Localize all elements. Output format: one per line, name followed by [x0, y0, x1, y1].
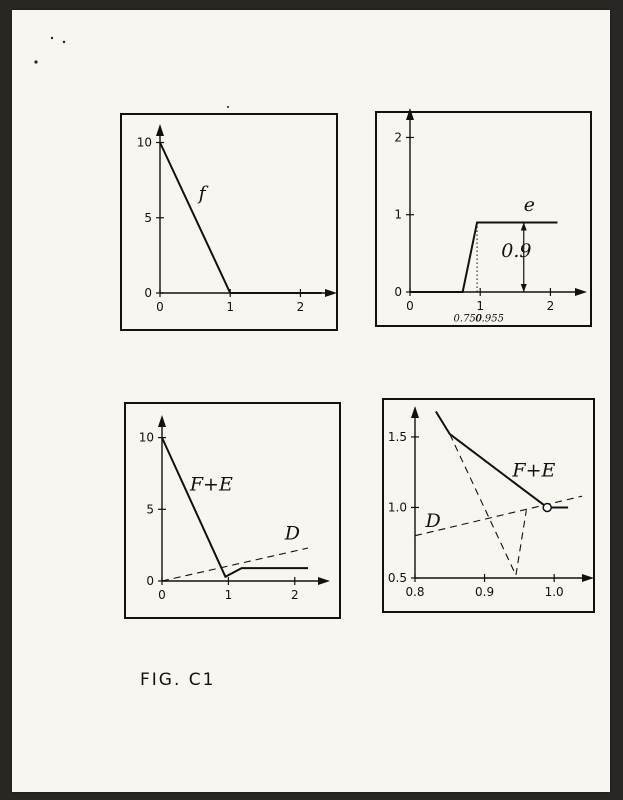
y-tick-label: 5: [146, 502, 154, 517]
x-tick-label: 0: [156, 300, 164, 314]
series-f-e: [162, 438, 308, 577]
y-tick-label: 10: [138, 430, 154, 445]
axes: [156, 124, 337, 297]
annotation-label: D: [284, 522, 301, 545]
y-tick-label: 0: [146, 574, 154, 588]
x-tick-label: 1: [226, 300, 235, 314]
x-tick-label: 0.8: [405, 585, 425, 599]
annotation-label: D: [425, 510, 441, 533]
y-tick-label: 1: [394, 207, 402, 222]
x-tick-label: 2: [546, 299, 555, 313]
annotation-label: F+E: [189, 473, 233, 496]
chart-FE: [139, 415, 330, 602]
y-tick-label: 2: [394, 130, 402, 145]
paper-specks: [34, 37, 229, 108]
x-tick-label: 2: [296, 300, 305, 314]
axes: [406, 108, 587, 296]
chart-zoom: [388, 406, 594, 599]
x-tick-label: 0: [406, 299, 414, 313]
y-tick-label: 10: [136, 135, 152, 150]
y-axis-arrow: [156, 124, 164, 136]
x-axis-arrow: [582, 574, 594, 582]
series-d: [162, 548, 308, 581]
axes: [411, 406, 594, 582]
y-tick-label: 0: [394, 285, 402, 299]
y-axis-arrow: [411, 406, 419, 418]
series-e: [410, 222, 557, 292]
annotation-label: 0.750: [453, 313, 483, 325]
annotation-label: 0.9: [501, 240, 532, 263]
x-tick-label: 2: [290, 588, 299, 602]
dimension-arrow-down: [521, 284, 527, 292]
intersection-marker: [543, 503, 551, 511]
series-f: [160, 143, 321, 293]
x-tick-label: 1.0: [544, 585, 564, 599]
x-tick-label: 0.9: [475, 585, 495, 599]
x-tick-label: 0: [158, 588, 166, 602]
x-tick-label: 1: [476, 299, 485, 313]
y-tick-label: 5: [144, 210, 152, 225]
figure-canvas: [12, 10, 610, 792]
y-tick-label: 0: [144, 286, 152, 300]
paper-sheet: [12, 10, 610, 792]
y-tick-label: 0.5: [387, 571, 407, 585]
x-tick-label: 1: [224, 588, 233, 602]
annotation-label: 0.955: [475, 313, 504, 325]
x-axis-arrow: [575, 288, 587, 296]
annotation-label: e: [523, 193, 535, 216]
x-axis-arrow: [318, 577, 330, 585]
dimension-arrow-up: [521, 222, 527, 230]
x-axis-arrow: [325, 289, 337, 297]
chart-e: [394, 108, 587, 324]
y-axis-arrow: [158, 415, 166, 427]
series-construction: [450, 434, 527, 575]
panel-frame-f: [121, 114, 337, 330]
y-axis-arrow: [406, 108, 414, 120]
chart-f: [137, 124, 337, 314]
axes: [158, 415, 330, 585]
panel-frame-fe: [125, 403, 340, 618]
y-tick-label: 1.5: [387, 429, 407, 444]
panel-frame-e: [376, 112, 591, 326]
charts-layer: [137, 108, 594, 602]
annotation-label: f: [198, 182, 206, 205]
figure-caption: FIG. C1: [140, 670, 216, 690]
y-tick-label: 1.0: [387, 500, 407, 515]
annotation-label: F+E: [512, 459, 556, 482]
